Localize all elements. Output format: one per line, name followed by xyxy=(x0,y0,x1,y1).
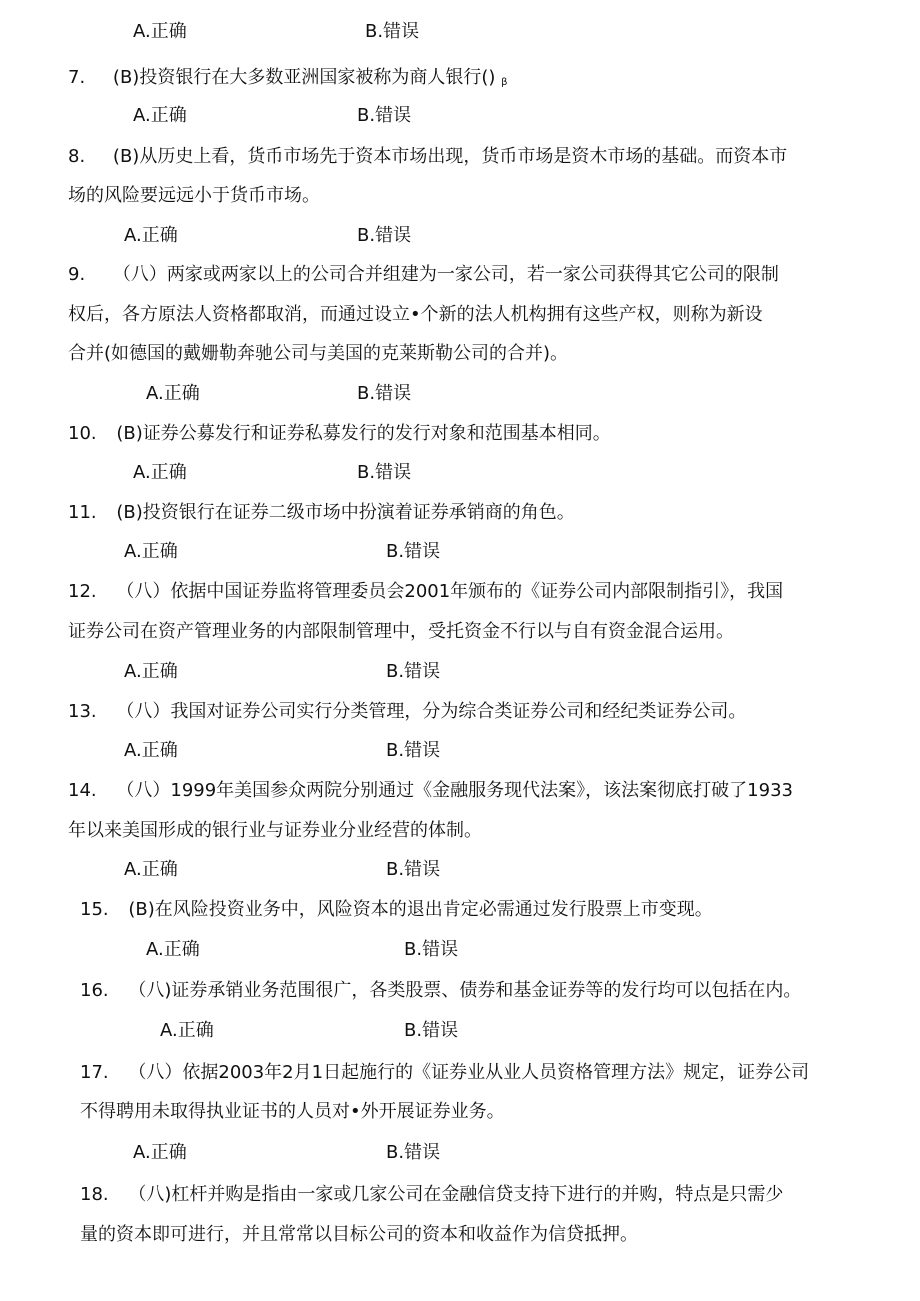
q12-option-b: B.错误 xyxy=(386,661,441,682)
q15-option-b: B.错误 xyxy=(404,939,459,960)
q12-text-1: （八）依据中国证券监将管理委员会2001年颁布的《证券公司内部限制指引》，我国 xyxy=(116,581,784,602)
q10-option-a: A.正确 xyxy=(133,462,187,483)
q8-number: 8. xyxy=(68,146,86,167)
q7-subscript: β xyxy=(501,77,508,88)
q11-question xyxy=(68,501,575,525)
q13-text: （八）我国对证券公司实行分类管理，分为综合类证券公司和经纪类证券公司。 xyxy=(116,701,747,722)
q14-option-a: A.正确 xyxy=(124,859,178,880)
q17-number: 17. xyxy=(80,1062,109,1083)
q16-question xyxy=(80,979,801,1003)
q12-line1 xyxy=(68,580,783,604)
q14-number: 14. xyxy=(68,780,97,801)
q12-line2: 证券公司在资产管理业务的内部限制管理中，受托资金不行以与自有资金混合运用。 xyxy=(68,621,734,642)
q18-line1 xyxy=(80,1183,783,1207)
q16-option-a: A.正确 xyxy=(160,1020,214,1041)
q15-question xyxy=(80,898,713,922)
q13-question xyxy=(68,700,746,724)
q8-option-a: A.正确 xyxy=(124,225,178,246)
q9-line1 xyxy=(68,263,779,287)
q9-number: 9. xyxy=(68,264,86,285)
q12-number: 12. xyxy=(68,581,97,602)
q18-line2: 量的资本即可进行，并且常常以目标公司的资本和收益作为信贷抵押。 xyxy=(80,1224,638,1245)
q7-question xyxy=(68,66,507,95)
q15-number: 15. xyxy=(80,899,109,920)
q14-line2: 年以来美国形成的银行业与证券业分业经营的体制。 xyxy=(68,820,482,841)
q11-option-b: B.错误 xyxy=(386,541,441,562)
q15-option-a: A.正确 xyxy=(146,939,200,960)
q6-option-b: B.错误 xyxy=(365,21,420,42)
q10-text: (B)证券公募发行和证券私募发行的发行对象和范围基本相同。 xyxy=(116,423,611,444)
q16-number: 16. xyxy=(80,980,109,1001)
q17-option-a: A.正确 xyxy=(133,1142,187,1163)
q6-option-a: A.正确 xyxy=(133,21,187,42)
q18-text-1: （八)杠杆并购是指由一家或几家公司在金融信贷支持下进行的并购，特点是只需少 xyxy=(128,1184,784,1205)
q8-text-1: (B)从历史上看，货币市场先于资本市场出现，货币市场是资木市场的基础。而资本市 xyxy=(112,146,788,167)
q12-option-a: A.正确 xyxy=(124,661,178,682)
q13-option-b: B.错误 xyxy=(386,740,441,761)
q18-number: 18. xyxy=(80,1184,109,1205)
q17-line1 xyxy=(80,1061,809,1085)
q9-line2: 权后，各方原法人资格都取消，而通过设立•个新的法人机构拥有这些产权，则称为新设 xyxy=(68,304,763,325)
q8-option-b: B.错误 xyxy=(357,225,412,246)
q11-text: (B)投资银行在证券二级市场中扮演着证券承销商的角色。 xyxy=(116,502,575,523)
q9-option-a: A.正确 xyxy=(146,383,200,404)
q14-line1 xyxy=(68,779,793,803)
q7-number: 7. xyxy=(68,67,86,88)
q9-text-1: （八）两家或两家以上的公司合并组建为一家公司，若一家公司获得其它公司的限制 xyxy=(112,264,779,285)
q15-text: (B)在风险投资业务中，风险资本的退出肯定必需通过发行股票上市变现。 xyxy=(128,899,713,920)
q10-question xyxy=(68,422,611,446)
q16-option-b: B.错误 xyxy=(404,1020,459,1041)
q17-line2: 不得聘用未取得执业证书的人员对•外开展证券业务。 xyxy=(80,1101,505,1122)
q9-option-b: B.错误 xyxy=(357,383,412,404)
q8-line2: 场的风险要远远小于货币市场。 xyxy=(68,185,320,206)
q17-option-b: B.错误 xyxy=(386,1142,441,1163)
q13-number: 13. xyxy=(68,701,97,722)
q10-number: 10. xyxy=(68,423,97,444)
q13-option-a: A.正确 xyxy=(124,740,178,761)
q17-text-1: （八）依据2003年2月1日起施行的《证券业从业人员资格管理方法》规定，证券公司 xyxy=(128,1062,810,1083)
q7-text: (B)投资银行在大多数亚洲国家被称为商人银行() xyxy=(112,67,496,88)
q14-option-b: B.错误 xyxy=(386,859,441,880)
q9-line3: 合并(如德国的戴姗勒奔驰公司与美国的克莱斯勒公司的合并)。 xyxy=(68,343,569,364)
q11-option-a: A.正确 xyxy=(124,541,178,562)
q14-text-1: （八）1999年美国参众两院分别通过《金融服务现代法案》，该法案彻底打破了1933 xyxy=(116,780,793,801)
q16-text: （八)证券承销业务范围很广，各类股票、债券和基金证券等的发行均可以包括在内。 xyxy=(128,980,802,1001)
q8-line1 xyxy=(68,145,787,169)
q11-number: 11. xyxy=(68,502,97,523)
q7-option-b: B.错误 xyxy=(357,105,412,126)
q7-option-a: A.正确 xyxy=(133,105,187,126)
q10-option-b: B.错误 xyxy=(357,462,412,483)
